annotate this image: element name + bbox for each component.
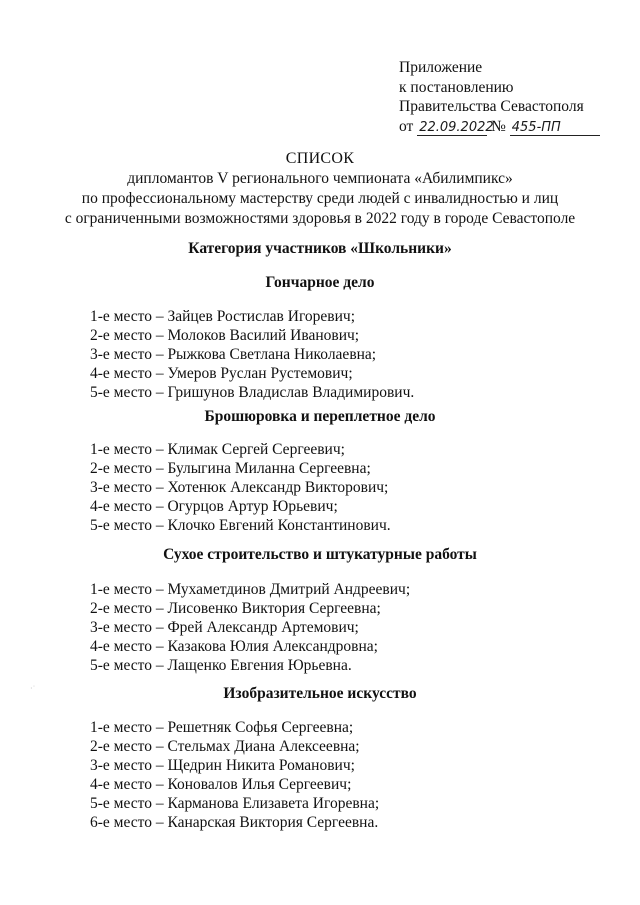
title-line-3: с ограниченными возможностями здоровья в 2022 году в городе Севастополе [64,210,576,227]
list-item: 5-е место – Лащенко Евгения Юрьевна. [90,657,352,674]
list-item: 6-е место – Канарская Виктория Сергеевна. [90,814,379,831]
list-item: 5-е место – Клочко Евгений Константинович. [90,517,391,534]
list-item: 1-е место – Климак Сергей Сергеевич; [90,441,345,458]
section-heading-drywall: Сухое строительство и штукатурные работы [163,546,477,563]
winners-list-drywall [90,580,410,675]
appendix-line-1: Приложение [399,59,483,76]
section-heading-bookbinding: Брошюровка и переплетное дело [204,408,436,425]
handwritten-number: 455-ПП [510,120,600,136]
list-item: 3-е место – Фрей Александр Артемович; [90,619,359,636]
document-title-block [0,149,640,229]
winners-list-fine-art [90,718,379,832]
number-prefix: № [491,117,506,135]
category-heading: Категория участников «Школьники» [188,240,452,257]
list-item: 1-е место – Решетняк Софья Сергеевна; [90,719,354,736]
document-title: СПИСОК [285,150,355,167]
section-heading-pottery: Гончарное дело [265,274,375,291]
list-item: 3-е место – Хотенюк Александр Викторович; [90,479,389,496]
date-prefix: от [399,117,414,135]
list-item: 5-е место – Гришунов Владислав Владимирович. [90,384,415,401]
appendix-line-3: Правительства Севастополя [399,98,584,115]
title-line-1: дипломантов V регионального чемпионата «Абилимпикс» [127,170,513,187]
list-item: 2-е место – Лисовенко Виктория Сергеевна; [90,600,381,617]
list-item: 4-е место – Умеров Руслан Рустемович; [90,365,353,382]
list-item: 2-е место – Молоков Василий Иванович; [90,327,360,344]
winners-list-pottery [90,307,414,402]
list-item: 2-е место – Булыгина Миланна Сергеевна; [90,460,371,477]
list-item: 4-е место – Коновалов Илья Сергеевич; [90,776,352,793]
title-line-2: по профессиональному мастерству среди людей с инвалидностью и лиц [81,190,559,207]
list-item: 4-е место – Казакова Юлия Александровна; [90,638,378,655]
list-item: 4-е место – Огурцов Артур Юрьевич; [90,498,338,515]
list-item: 1-е место – Мухаметдинов Дмитрий Андреевич; [90,581,411,598]
appendix-block [399,58,600,136]
scan-speck: ·˙ [30,684,36,693]
list-item: 3-е место – Щедрин Никита Романович; [90,757,355,774]
list-item: 1-е место – Зайцев Ростислав Игоревич; [90,308,356,325]
winners-list-bookbinding [90,440,391,535]
list-item: 5-е место – Карманова Елизавета Игоревна; [90,795,380,812]
handwritten-date: 22.09.2022 [419,119,494,135]
appendix-line-2: к постановлению [399,78,514,96]
list-item: 2-е место – Стельмах Диана Алексеевна; [90,738,360,755]
list-item: 3-е место – Рыжкова Светлана Николаевна; [90,346,377,363]
section-heading-fine-art: Изобразительное искусство [223,685,417,702]
appendix-date-line [399,117,600,137]
